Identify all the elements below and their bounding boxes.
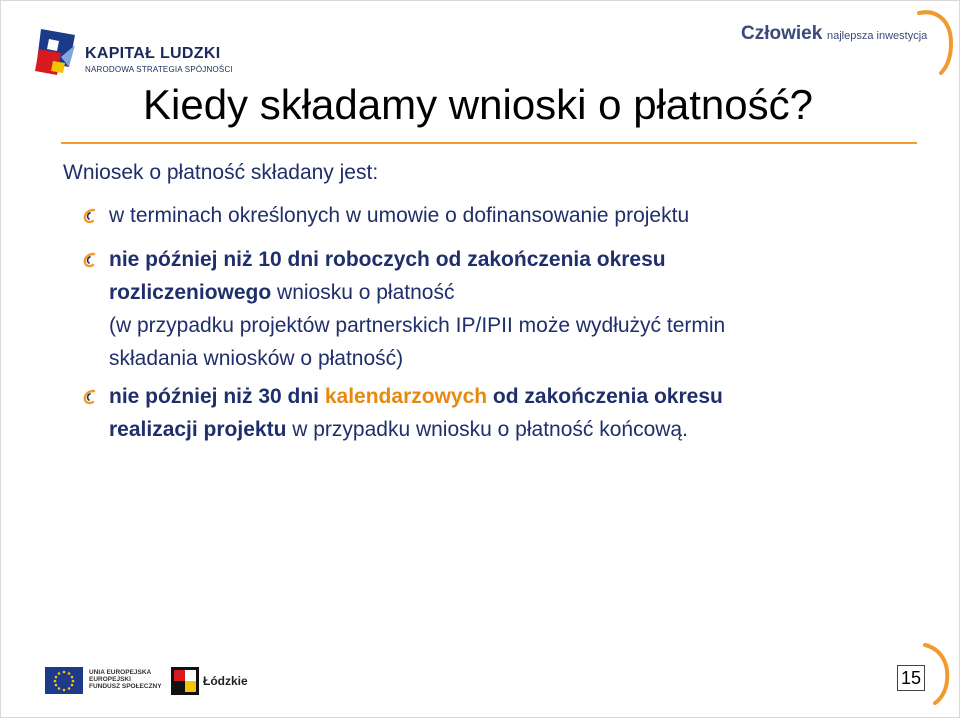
bullet-text-bold: od zakończenia okresu	[487, 385, 723, 408]
kapital-ludzki-title: KAPITAŁ LUDZKI	[85, 45, 221, 62]
page-number: 15	[897, 665, 925, 691]
bullet-item	[81, 380, 901, 446]
czlowiek-logo-name: Człowiek	[741, 23, 823, 44]
kapital-ludzki-logo	[35, 27, 235, 87]
bullet-text-highlight: kalendarzowych	[324, 385, 488, 408]
kapital-ludzki-emblem-icon	[35, 27, 81, 85]
bullet-text-bold: nie później niż 30 dni	[109, 385, 325, 408]
czlowiek-logo-tagline: najlepsza inwestycja	[827, 30, 928, 42]
lodzkie-logo-text: Łódzkie	[203, 674, 248, 688]
ue-logo-text: UNIA EUROPEJSKA EUROPEJSKI FUNDUSZ SPOŁECZNY	[89, 669, 162, 690]
bullet-text-bold: nie później niż 10 dni roboczych od zakończenia okresu	[109, 248, 666, 271]
orange-swoosh-icon	[919, 641, 955, 707]
bullet-text: w terminach określonych w umowie o dofinansowanie projektu	[109, 204, 690, 227]
bullet-item	[81, 199, 901, 232]
bullet-text-bold: realizacji projektu	[109, 418, 287, 441]
bullet-swirl-icon	[81, 251, 99, 269]
bullet-text: w przypadku wniosku o płatność końcową.	[286, 418, 688, 441]
bullet-text-bold: rozliczeniowego	[109, 281, 272, 304]
bullet-swirl-icon	[81, 207, 99, 225]
bullet-note: (w przypadku projektów partnerskich IP/IPII może wydłużyć termin	[109, 314, 726, 337]
lodzkie-emblem-icon	[171, 667, 199, 695]
orange-swoosh-icon	[911, 7, 957, 77]
eu-flag-icon	[45, 667, 83, 694]
kapital-ludzki-subtitle: NARODOWA STRATEGIA SPÓJNOŚCI	[85, 65, 233, 74]
bullet-text: wniosku o płatność	[271, 281, 455, 304]
slide-title: Kiedy składamy wnioski o płatność?	[143, 81, 813, 128]
title-divider	[61, 142, 917, 144]
bullet-item	[81, 243, 901, 375]
lead-text: Wniosek o płatność składany jest:	[63, 161, 379, 184]
bullet-swirl-icon	[81, 388, 99, 406]
bullet-note: składania wniosków o płatność)	[109, 347, 404, 370]
